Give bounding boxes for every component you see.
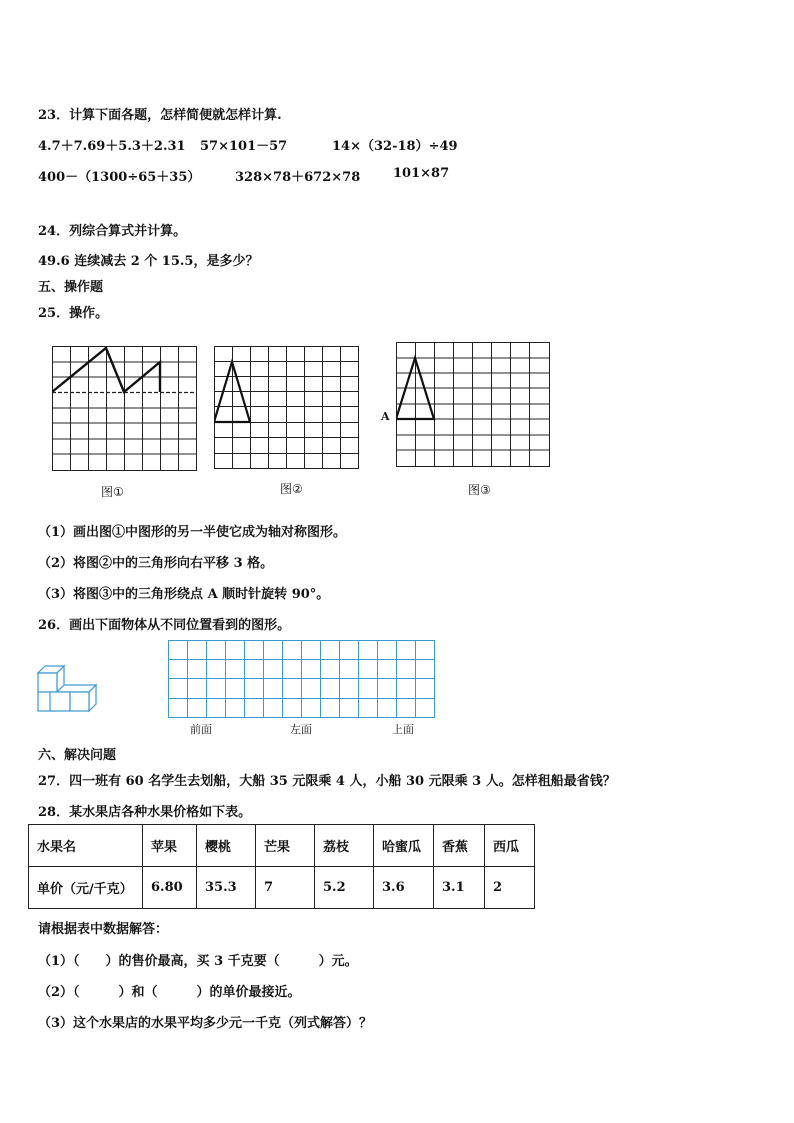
fruit-price-table [28, 824, 535, 909]
figure-3-grid [396, 342, 551, 468]
cube-stack-figure [36, 664, 102, 719]
q28-title: 28．某水果店各种水果价格如下表。 [38, 805, 252, 820]
q28-item-1: （1）（ ）的售价最高，买 3 千克要（ ）元。 [38, 954, 358, 969]
q25-item-2: （2）将图②中的三角形向右平移 3 格。 [38, 556, 274, 571]
views-grid [168, 640, 436, 720]
table-cell: 7 [256, 867, 315, 909]
point-a-label: A [381, 410, 390, 423]
figure-2-grid [214, 346, 360, 470]
table-cell: 3.1 [434, 867, 485, 909]
table-cell: 3.6 [374, 867, 434, 909]
figure-1-grid [52, 346, 198, 472]
q23-title: 23．计算下面各题，怎样简便就怎样计算. [38, 108, 282, 123]
q28-item-3: （3）这个水果店的水果平均多少元一千克（列式解答）？ [38, 1016, 373, 1031]
table-cell: 35.3 [197, 867, 256, 909]
view-label-top: 上面 [392, 723, 414, 736]
q27-text: 27．四一班有 60 名学生去划船，大船 35 元限乘 4 人，小船 30 元限乘 3 人。怎样租船最省钱？ [38, 774, 616, 789]
table-cell: 苹果 [143, 825, 197, 867]
view-label-front: 前面 [190, 723, 212, 736]
table-cell: 西瓜 [485, 825, 535, 867]
table-cell: 荔枝 [315, 825, 374, 867]
table-header-row [29, 825, 535, 867]
table-cell: 6.80 [143, 867, 197, 909]
figure-1-caption: 图① [101, 485, 124, 499]
q23-expr-2: 57×101－57 [200, 139, 288, 154]
q23-expr-5: 328×78＋672×78 [235, 170, 361, 185]
table-cell: 香蕉 [434, 825, 485, 867]
table-cell: 樱桃 [197, 825, 256, 867]
q23-expr-6: 101×87 [393, 166, 450, 181]
q23-expr-4: 400－（1300÷65＋35） [38, 170, 201, 185]
table-cell: 哈蜜瓜 [374, 825, 434, 867]
q25-title: 25．操作。 [38, 306, 109, 321]
q24-title: 24．列综合算式并计算。 [38, 224, 187, 239]
q28-item-2: （2）（ ）和（ ）的单价最接近。 [38, 985, 301, 1000]
figure-3-caption: 图③ [468, 483, 491, 497]
q25-item-3: （3）将图③中的三角形绕点 A 顺时针旋转 90°。 [38, 587, 330, 602]
table-cell: 芒果 [256, 825, 315, 867]
q23-expr-3: 14×（32-18）÷49 [332, 139, 458, 154]
q23-expr-1: 4.7＋7.69＋5.3＋2.31 [38, 139, 186, 154]
table-cell: 水果名 [29, 825, 143, 867]
view-label-left: 左面 [290, 723, 312, 736]
table-cell: 2 [485, 867, 535, 909]
section6-heading: 六、解决问题 [38, 748, 117, 763]
table-cell: 单价（元/千克） [29, 867, 143, 909]
figure-2-caption: 图② [280, 482, 303, 496]
q25-item-1: （1）画出图①中图形的另一半使它成为轴对称图形。 [38, 525, 347, 540]
q26-title: 26．画出下面物体从不同位置看到的图形。 [38, 618, 291, 633]
q28-prompt: 请根据表中数据解答： [38, 922, 169, 937]
table-cell: 5.2 [315, 867, 374, 909]
table-row [29, 867, 535, 909]
section5-heading: 五、操作题 [38, 280, 104, 295]
q24-text: 49.6 连续减去 2 个 15.5，是多少？ [38, 254, 259, 269]
